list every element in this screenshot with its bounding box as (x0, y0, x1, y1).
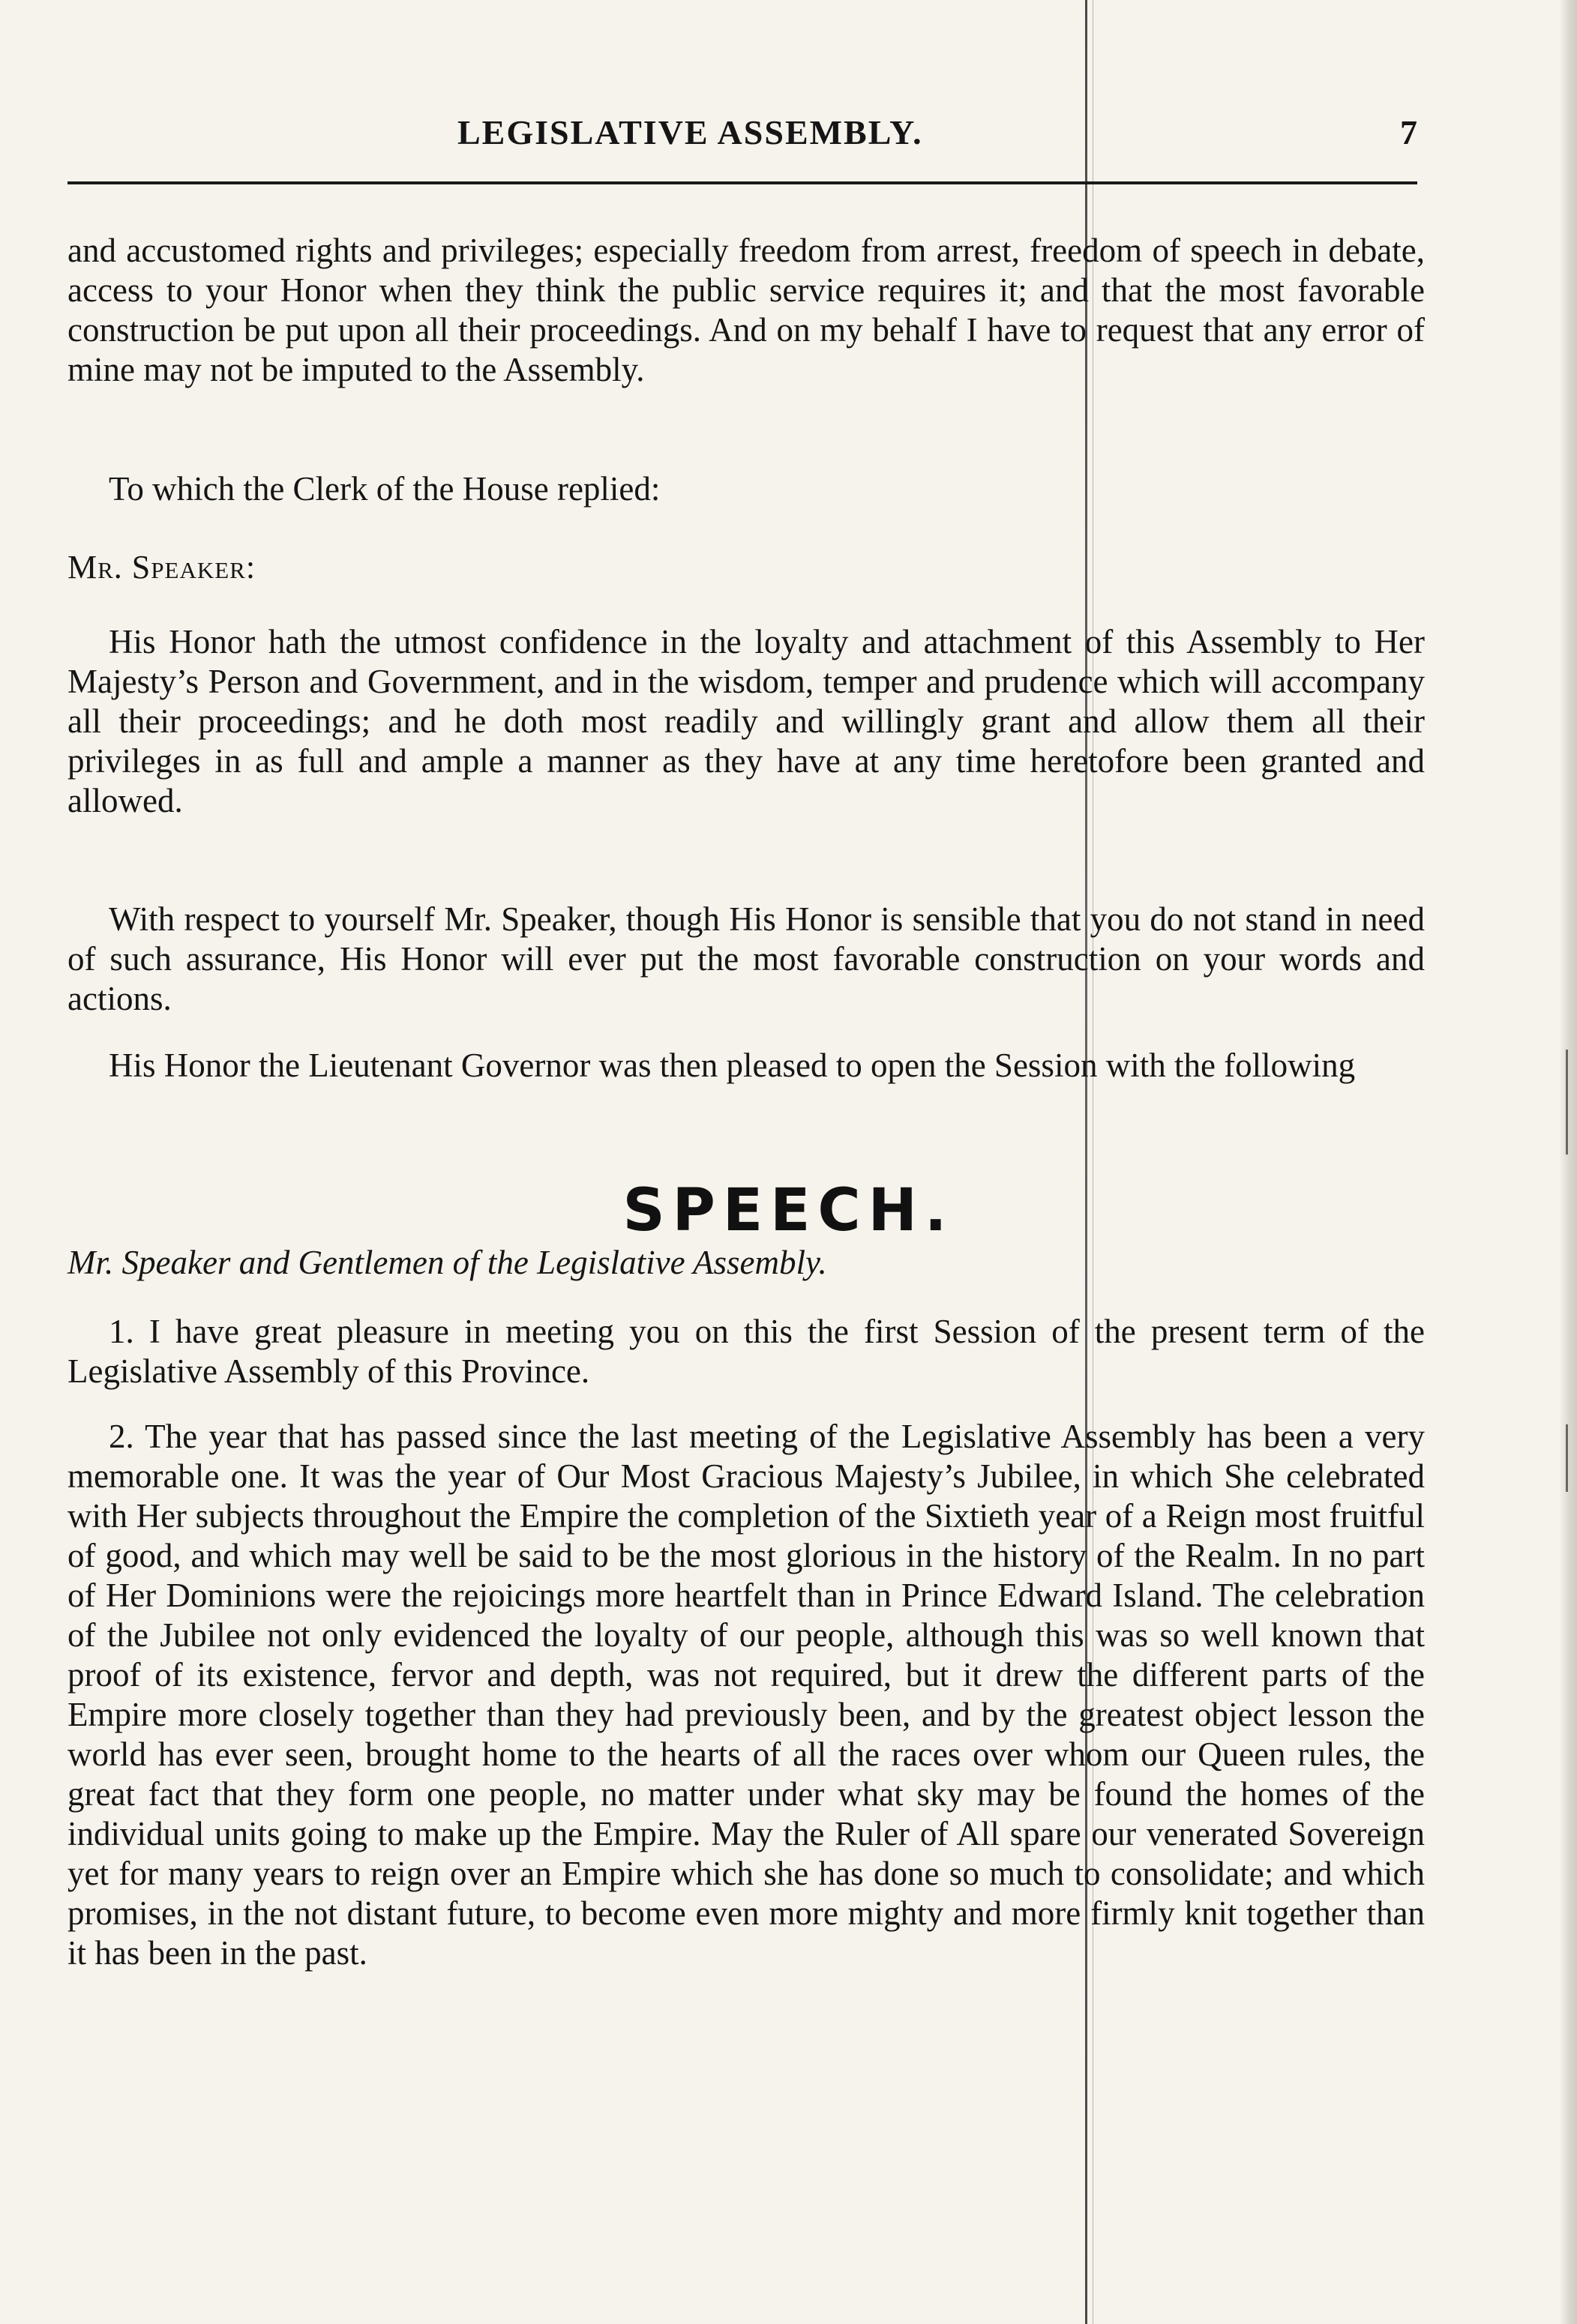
paragraph-open-session: His Honor the Lieutenant Governor was then pleased to open the Session with the following (109, 1047, 1356, 1084)
paragraph-confidence: His Honor hath the utmost confidence in the loyalty and attachment of this Assembly to Her Majesty’s Person and Government, and in the wisdom, temper and prudence which will accompany all their proceedings; and he doth most readily and willingly grant and allow them all their privileges in as full and ample a manner as they have at any time heretofore been granted and allowed. (67, 623, 1425, 819)
paragraph-clerk-replied: To which the Clerk of the House replied: (109, 470, 661, 508)
speech-item-2: 2. The year that has passed since the last meeting of the Legislative Assembly has been a very memorable one. It was the year of Our Most Gracious Majesty’s Jubilee, in which She celebrated with Her subjects throughout the Empire the completion of the Sixtieth year of a Reign most fruitful of good, and which may well be said to be the most glorious in the history of the Realm. In no part of Her Dominions were the rejoicings more heartfelt than in Prince Edward Island. The celebration of the Jubilee not only evidenced the loyalty of our people, although this was so well known that proof of its existence, fervor and depth, was not required, but it drew the different parts of the Empire more closely together than they had previously been, and by the greatest object lesson the world has ever seen, brought home to the hearts of all the races over whom our Queen rules, the great fact that they form one people, no matter under what sky may be found the homes of the individual units going to make up the Empire. May the Ruler of All spare our venerated Sovereign yet for many years to reign over an Empire which she has done so much to consolidate; and which promises, in the not distant future, to become even more mighty and more firmly knit together than it has been in the past. (67, 1418, 1425, 1972)
running-title: LEGISLATIVE ASSEMBLY. (457, 113, 923, 151)
edge-mark (1566, 1050, 1568, 1155)
salutation-mr-speaker: Mr. Speaker: (67, 549, 256, 585)
paragraph-assurance: With respect to yourself Mr. Speaker, though His Honor is sensible that you do not stand in need of such assurance, His Honor will ever put the most favorable construction on your words and actions. (67, 900, 1425, 1017)
speech-heading: SPEECH. (622, 1177, 955, 1244)
header-rule (67, 181, 1417, 184)
paragraph-privileges: and accustomed rights and privileges; especially freedom from arrest, freedom of speech in debate, access to your Honor when they think the public service requires it; and that the most favorable construction be put upon all their proceedings. And on my behalf I have to request that any error of mine may not be imputed to the Assembly. (67, 232, 1425, 388)
page-header (67, 112, 1417, 165)
speech-item-1: 1. I have great pleasure in meeting you on this the first Session of the present term of the Legislative Assembly of this Province. (67, 1313, 1425, 1390)
page-number: 7 (1400, 113, 1417, 151)
edge-mark (1566, 1424, 1568, 1492)
page-edge-shadow (1559, 0, 1577, 2324)
speech-address: Mr. Speaker and Gentlemen of the Legislative Assembly. (67, 1244, 827, 1281)
